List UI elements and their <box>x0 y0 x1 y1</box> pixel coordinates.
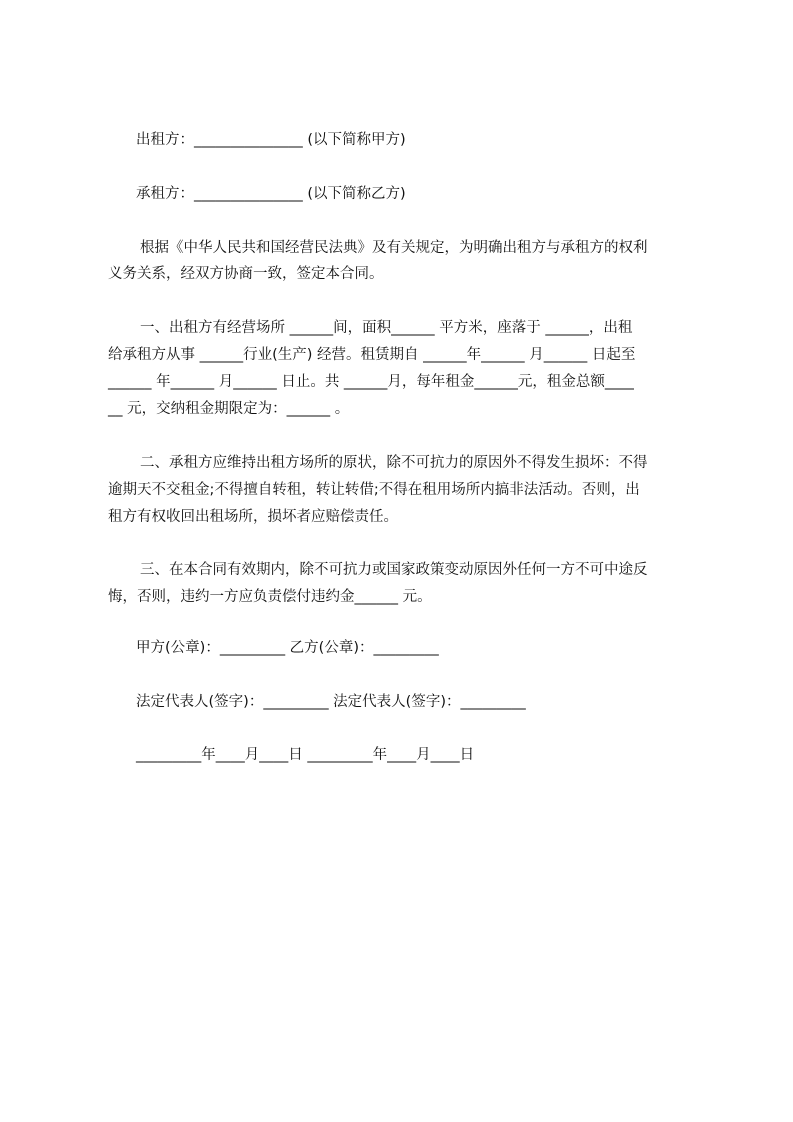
clause2-line-2: 逾期天不交租金;不得擅自转租，转让转借;不得在租用场所内搞非法活动。否则，出 <box>108 482 640 498</box>
clause2-line-3: 租方有权收回出租场所，损坏者应赔偿责任。 <box>108 509 398 525</box>
lessor-line: 出租方：_______________ (以下简称甲方) <box>136 132 406 148</box>
signature-line: 法定代表人(签字)：_________ 法定代表人(签字)：_________ <box>136 694 526 710</box>
clause1-line-3: ______ 年______ 月______ 日止。共 ______月，每年租金______元，租金总额____ <box>108 374 634 390</box>
clause1-line-1: 一、出租方有经营场所 ______间，面积______ 平方米，座落于 ______，出租 <box>140 320 633 336</box>
clause1-line-4: __ 元，交纳租金期限定为：______ 。 <box>108 401 350 417</box>
lessee-line: 承租方：_______________ (以下简称乙方) <box>136 186 406 202</box>
date-line: _________年____月____日 _________年____月____日 <box>136 747 475 763</box>
preamble-line-1: 根据《中华人民共和国经营民法典》及有关规定，为明确出租方与承租方的权利 <box>140 240 648 256</box>
clause3-line-2: 悔，否则，违约一方应负责偿付违约金______ 元。 <box>108 589 432 605</box>
seal-line: 甲方(公章)：_________ 乙方(公章)：_________ <box>136 640 439 656</box>
clause3-line-1: 三、在本合同有效期内，除不可抗力或国家政策变动原因外任何一方不可中途反 <box>140 562 648 578</box>
preamble-line-2: 义务关系，经双方协商一致，签定本合同。 <box>108 266 384 282</box>
clause2-line-1: 二、承租方应维持出租方场所的原状，除不可抗力的原因外不得发生损坏：不得 <box>140 455 648 471</box>
clause1-line-2: 给承租方从事 ______行业(生产) 经营。租赁期自 ______年______ 月______ 日起至 <box>108 347 636 363</box>
